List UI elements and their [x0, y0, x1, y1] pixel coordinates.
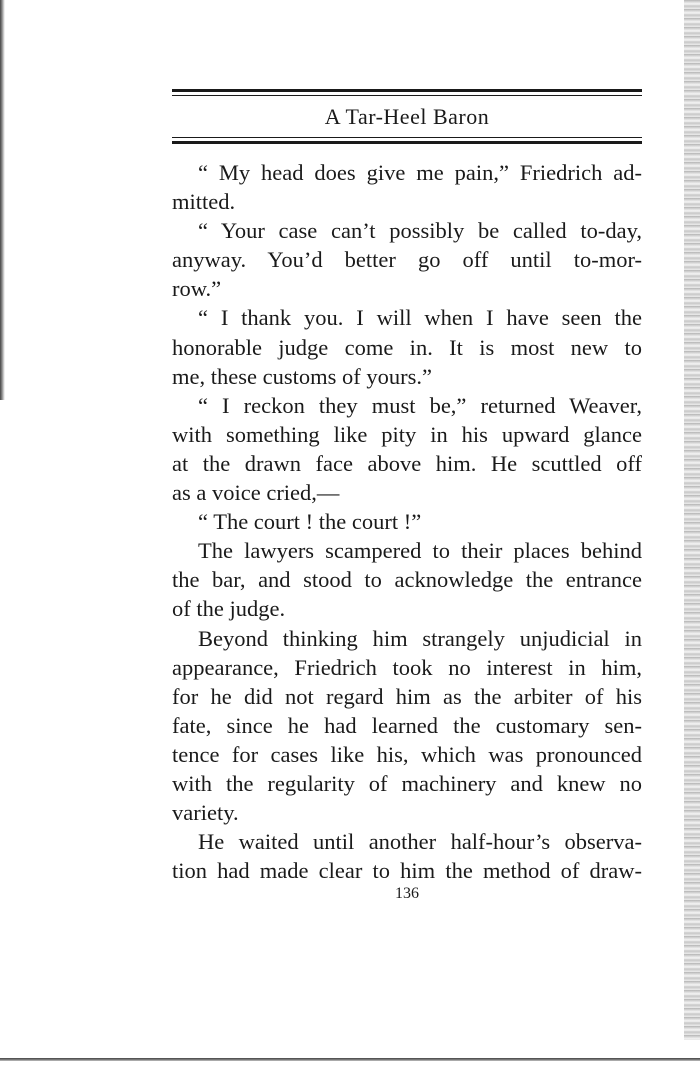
text-line: The lawyers scampered to their places behind [198, 538, 642, 564]
bottom-page-edge [0, 1058, 700, 1061]
page-number: 136 [395, 885, 419, 902]
text-line: at the drawn face above him. He scuttled off [172, 450, 642, 476]
text-line: “ Your case can’t possibly be called to-day, [198, 218, 642, 244]
text-line: mitted. [172, 189, 236, 215]
text-line: tence for cases like his, which was pronounced [172, 741, 642, 767]
text-line: tion had made clear to him the method of draw- [172, 858, 642, 884]
text-line: “ My head does give me pain,” Friedrich ad- [198, 160, 642, 185]
text-line: “ I thank you. I will when I have seen the [198, 305, 642, 331]
header-top-rule [172, 89, 642, 96]
running-head: A Tar-Heel Baron [324, 104, 490, 129]
text-line: fate, since he had learned the customary sen- [172, 712, 642, 738]
text-line: for he did not regard him as the arbiter of his [172, 683, 642, 709]
text-line: of the judge. [172, 596, 286, 622]
text-line: me, these customs of yours.” [172, 363, 432, 389]
text-line: the bar, and stood to acknowledge the entrance [172, 567, 642, 593]
text-line: variety. [172, 800, 239, 826]
text-line: “ I reckon they must be,” returned Weaver, [198, 392, 642, 418]
text-line: with the regularity of machinery and knew no [172, 770, 642, 796]
text-line: Beyond thinking him strangely unjudicial in [198, 625, 642, 651]
text-line: row.” [172, 276, 222, 302]
text-line: appearance, Friedrich took no interest in him, [172, 654, 642, 680]
header-bottom-rule [172, 137, 642, 144]
left-page-edge [0, 0, 5, 400]
right-page-edge [684, 0, 700, 1040]
text-line: with something like pity in his upward glance [172, 421, 642, 447]
text-line: “ The court ! the court !” [198, 509, 422, 535]
text-line: He waited until another half-hour’s observa- [198, 829, 642, 855]
body-text [172, 158, 642, 885]
text-line: honorable judge come in. It is most new to [172, 334, 642, 360]
text-line: anyway. You’d better go off until to-mor- [172, 247, 642, 273]
text-line: as a voice cried,— [172, 480, 340, 506]
